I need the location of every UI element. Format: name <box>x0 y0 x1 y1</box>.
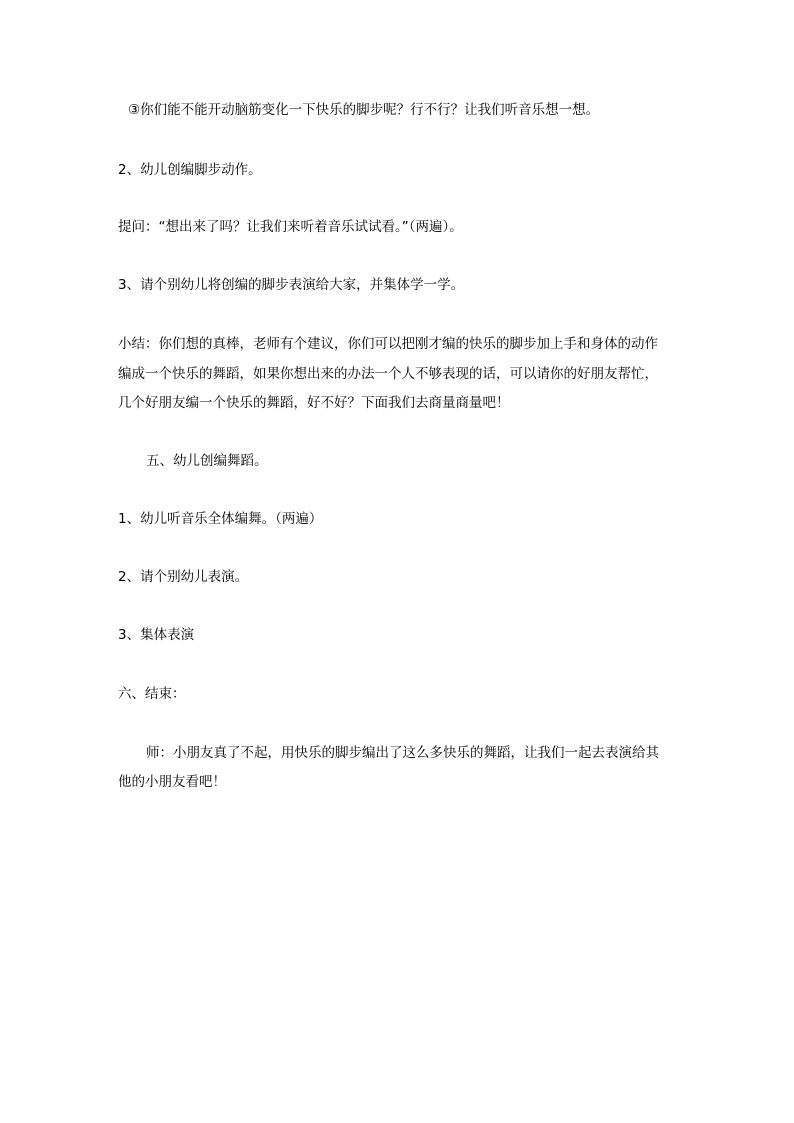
item-2-create-steps: 2、幼儿创编脚步动作。 <box>118 162 262 178</box>
section-5-item-2: 2、请个别幼儿表演。 <box>118 569 249 585</box>
closing-line-2: 他的小朋友看吧！ <box>118 774 226 790</box>
summary-line-2: 编成一个快乐的舞蹈，如果你想出来的办法一个人不够表现的话，可以请你的好朋友帮忙， <box>118 366 658 382</box>
section-5-item-3: 3、集体表演 <box>118 627 195 643</box>
item-3-perform: 3、请个别幼儿将创编的脚步表演给大家，并集体学一学。 <box>118 277 465 293</box>
section-6-heading: 六、结束： <box>118 686 186 702</box>
summary-line-3: 几个好朋友编一个快乐的舞蹈，好不好？下面我们去商量商量吧！ <box>118 395 510 411</box>
closing-line-1: 师：小朋友真了不起，用快乐的脚步编出了这么多快乐的舞蹈，让我们一起去表演给其 <box>146 745 659 761</box>
section-5-item-1: 1、幼儿听音乐全体编舞。（两遍） <box>118 511 323 527</box>
step-3-question: ③你们能不能开动脑筋变化一下快乐的脚步呢？行不行？让我们听音乐想一想。 <box>128 102 600 118</box>
summary-line-1: 小结：你们想的真棒，老师有个建议，你们可以把刚才编的快乐的脚步加上手和身体的动作 <box>118 336 658 352</box>
section-5-heading: 五、幼儿创编舞蹈。 <box>146 453 268 469</box>
question-prompt: 提问：“想出来了吗？让我们来听着音乐试试看。”（两遍）。 <box>118 219 463 235</box>
